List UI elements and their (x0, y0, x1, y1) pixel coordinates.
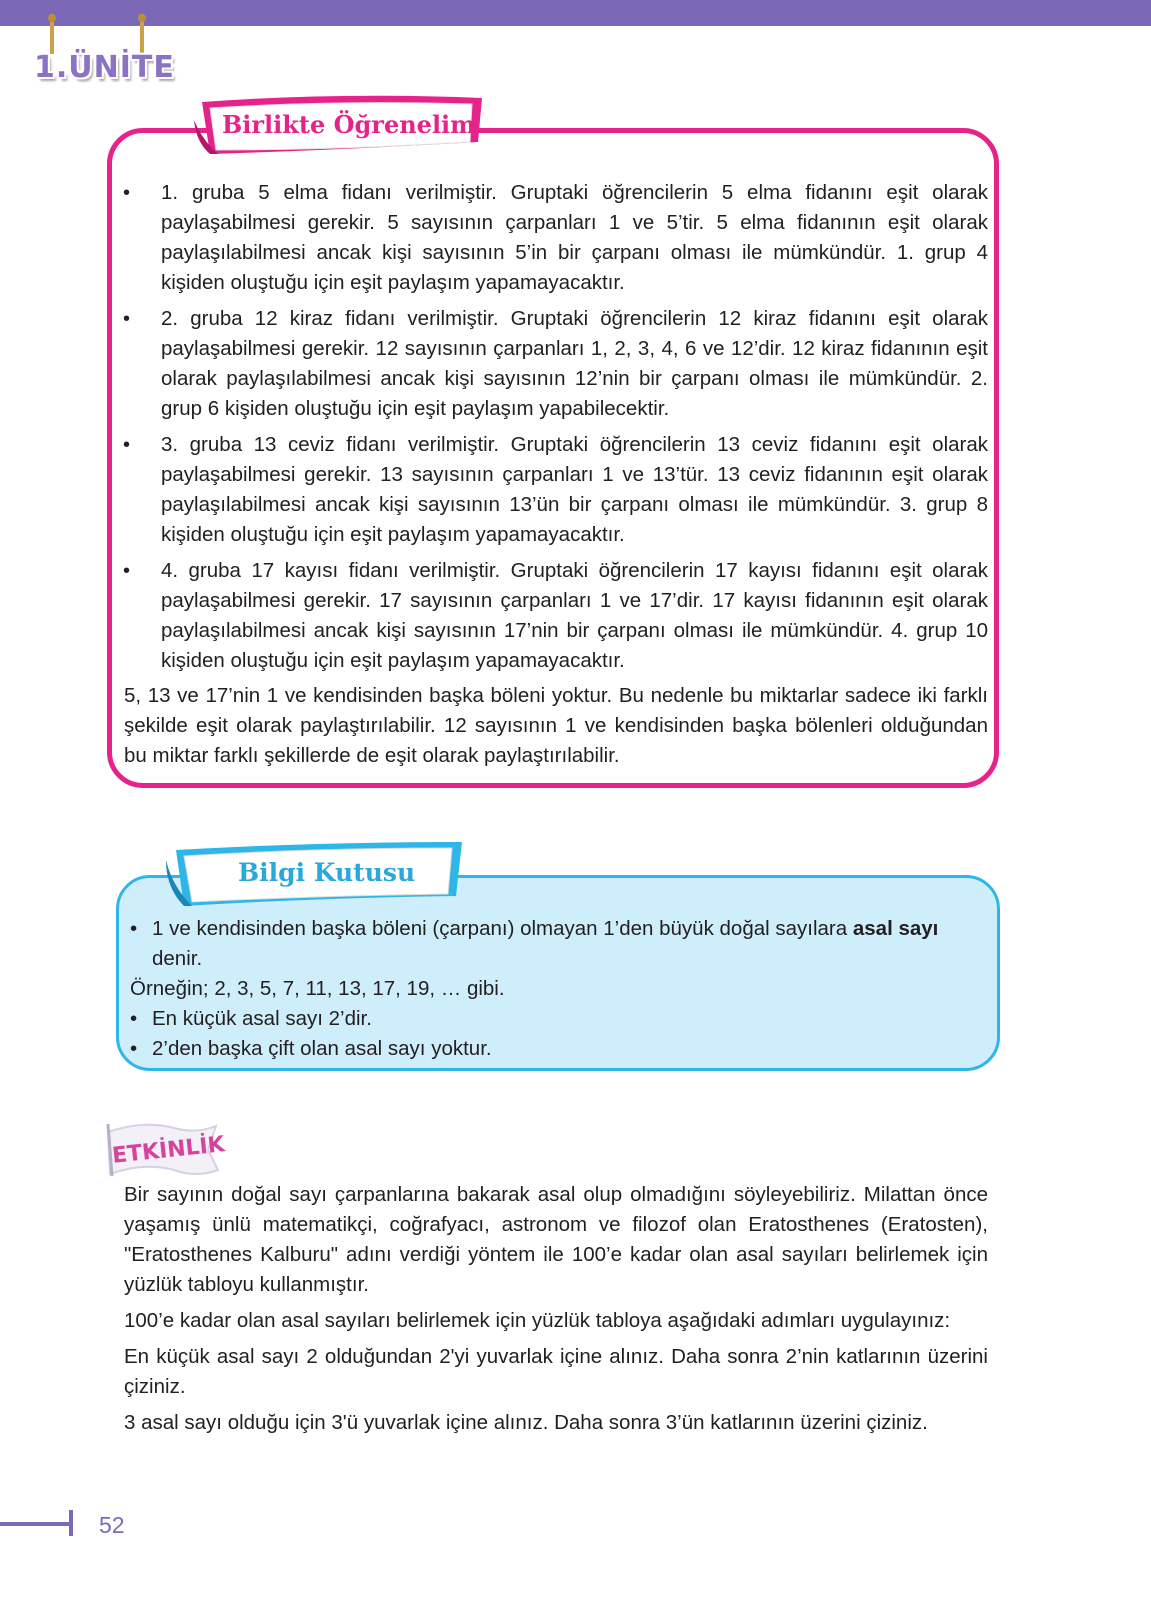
list-item (120, 430, 988, 550)
activity-flag (104, 1118, 224, 1178)
bullet-icon: • (130, 1037, 138, 1060)
page-number: 52 (99, 1512, 125, 1538)
bullet-icon: • (123, 308, 131, 330)
definition-suffix: denir. (152, 947, 203, 970)
bullet-icon: • (123, 434, 131, 456)
bullet-icon: • (123, 560, 131, 582)
activity-paragraph: 3 asal sayı olduğu için 3'ü yuvarlak içine alınız. Daha sonra 3’ün katlarının üzerini çiziniz. (124, 1411, 928, 1434)
bullet-text: 3. gruba 13 ceviz fidanı verilmiştir. Gruptaki öğrencilerin 13 ceviz fidanını eşit olarak paylaşabilmesi gerekir. 13 sayısının çarpanları 1 ve 13’tür. 13 ceviz fidanının eşit olarak paylaşılabilmesi ancak kişi sayısının 13’ün bir çarpanı olması ile mümkündür. 3. grup 8 kişiden oluştuğu için eşit paylaşım yapamayacaktır. (161, 433, 988, 546)
fact-line (130, 1034, 1000, 1064)
definition-term: asal sayı (852, 917, 939, 940)
bullet-text: 2. gruba 12 kiraz fidanı verilmiştir. Gruptaki öğrencilerin 12 kiraz fidanını eşit olarak paylaşabilmesi gerekir. 12 sayısının çarpanları 1, 2, 3, 4, 6 ve 12’dir. 12 kiraz fidanının eşit olarak paylaşılabilmesi ancak kişi sayısının 12’nin bir çarpanı olması ile mümkündür. 2. grup 6 kişiden oluştuğu için eşit paylaşım yapabilecektir. (161, 307, 988, 420)
list-item (120, 178, 988, 298)
fact-text: En küçük asal sayı 2’dir. (152, 1007, 372, 1030)
bullet-icon: • (130, 917, 138, 940)
fact-text: 2’den başka çift olan asal sayı yoktur. (152, 1037, 492, 1060)
info-box-title: Bilgi Kutusu (238, 858, 416, 887)
definition-line (130, 914, 1000, 944)
learn-together-header (188, 92, 490, 158)
bullet-icon: • (130, 1007, 138, 1030)
definition-text: 1 ve kendisinden başka böleni (çarpanı) olmayan 1’den büyük doğal sayılara (152, 917, 853, 940)
bullet-text: 4. gruba 17 kayısı fidanı verilmiştir. Gruptaki öğrencilerin 17 kayısı fidanını eşit olarak paylaşabilmesi gerekir. 17 sayısının çarpanları 1 ve 17’dir. 17 kayısı fidanının eşit olarak paylaşılabilmesi ancak kişi sayısının 17’nin bir çarpanı olması ile mümkündür. 4. grup 10 kişiden oluştuğu için eşit paylaşım yapamayacaktır. (161, 559, 988, 672)
definition-line-cont (130, 944, 1000, 974)
learn-closing-text: 5, 13 ve 17’nin 1 ve kendisinden başka böleni yoktur. Bu nedenle bu miktarlar sadece iki farklı şekilde eşit olarak paylaştırılabilir. 12 sayısının 1 ve kendisinden başka bölenleri olduğundan bu miktar farklı şekillerde de eşit olarak paylaştırılabilir. (124, 684, 988, 767)
bullet-icon: • (123, 182, 131, 204)
page-marker-tick (69, 1510, 73, 1536)
bullet-text: 1. gruba 5 elma fidanı verilmiştir. Gruptaki öğrencilerin 5 elma fidanını eşit olarak paylaşabilmesi gerekir. 5 sayısının çarpanları 1 ve 5’tir. 5 elma fidanının eşit olarak paylaşılabilmesi ancak kişi sayısının 5’in bir çarpanı olması ile mümkündür. 1. grup 4 kişiden oluştuğu için eşit paylaşım yapamayacaktır. (161, 181, 988, 294)
top-color-bar (0, 0, 1151, 26)
fact-line (130, 1004, 1000, 1034)
list-item (120, 304, 988, 424)
list-item (120, 556, 988, 676)
learn-together-title: Birlikte Öğrenelim (222, 110, 476, 139)
example-line: Örneğin; 2, 3, 5, 7, 11, 13, 17, 19, … gibi. (130, 977, 505, 1000)
activity-paragraph: Bir sayının doğal sayı çarpanlarına bakarak asal olup olmadığını söyleyebiliriz. Milattan önce yaşamış ünlü matematikçi, coğrafyacı, astronom ve filozof olan Eratosthenes (Eratosten), "Eratosthenes Kalburu" adını verdiği yöntem ile 100’e kadar olan asal sayıları belirlemek için yüzlük tabloyu kullanmıştır. (124, 1183, 988, 1296)
unit-badge (28, 14, 175, 94)
activity-body (124, 1180, 988, 1444)
activity-paragraph: En küçük asal sayı 2 olduğundan 2'yi yuvarlak içine alınız. Daha sonra 2’nin katlarının üzerini çiziniz. (124, 1345, 988, 1398)
info-box-content (130, 914, 1000, 1064)
activity-paragraph: 100’e kadar olan asal sayıları belirlemek için yüzlük tabloya aşağıdaki adımları uygulayınız: (124, 1309, 951, 1332)
unit-label: 1.ÜNİTE (34, 50, 175, 85)
info-box-header (162, 840, 468, 910)
activity-label: ETKİNLİK (111, 1132, 226, 1169)
page-marker-line (0, 1522, 72, 1526)
learn-bullet-list (120, 178, 988, 682)
